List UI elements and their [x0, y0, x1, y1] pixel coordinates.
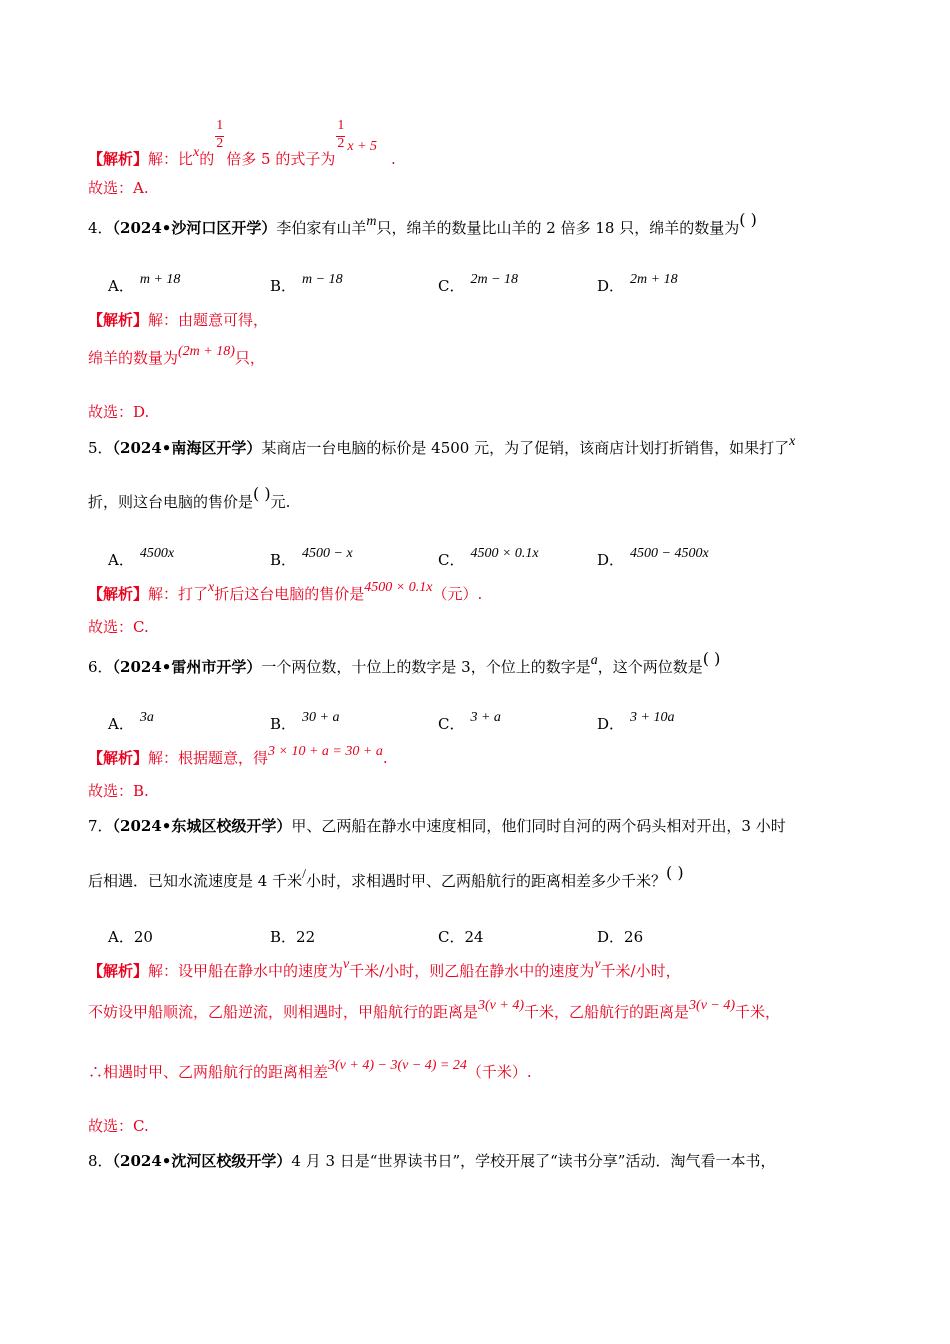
- option-label: D．: [597, 715, 625, 733]
- option-label: C．: [438, 551, 465, 569]
- math-var: x: [789, 434, 796, 449]
- question-source: （2024•沈河区校级开学）: [112, 1152, 292, 1170]
- option-label: A．: [108, 551, 134, 569]
- answer-blank: ( ): [702, 649, 721, 668]
- text: 的: [199, 150, 215, 168]
- math-expr: x + 5: [347, 139, 378, 154]
- text: 解：根据题意，得: [148, 749, 269, 767]
- text: 千米/小时，则乙船在静水中的速度为: [349, 962, 595, 980]
- text: 不妨设甲船顺流，乙船逆流，则相遇时，甲船航行的距离是: [88, 1003, 479, 1021]
- q5-answer: 故选：C.: [88, 618, 149, 636]
- frac-den: 2: [216, 136, 224, 151]
- text: 折后这台电脑的售价是: [214, 585, 365, 603]
- option-label: C．: [438, 277, 465, 295]
- q7-solution-3: [88, 1058, 532, 1084]
- q6-option-c: [438, 710, 501, 736]
- q4-solution-2: [88, 344, 265, 370]
- text: 折，则这台电脑的售价是: [88, 493, 254, 511]
- answer-blank: ( ): [253, 484, 271, 503]
- text: 绵羊的数量为: [88, 349, 179, 367]
- fraction: [335, 118, 347, 164]
- q4-option-c: [438, 272, 519, 298]
- option-label: A．: [108, 715, 134, 733]
- question-source: （2024•沙河口区开学）: [112, 219, 277, 237]
- text: （千米）.: [466, 1063, 532, 1081]
- text: ，这个两位数是: [597, 658, 703, 676]
- q7-answer: 故选：C.: [88, 1117, 149, 1135]
- math-var: a: [590, 653, 598, 668]
- text: .: [382, 749, 388, 767]
- q5-option-a: [108, 546, 175, 572]
- math-expr: 4500 × 0.1x: [364, 580, 433, 595]
- math-var: m: [366, 214, 377, 229]
- q7-option-d: D．26: [597, 928, 644, 946]
- option-expr: 2m − 18: [470, 272, 519, 287]
- option-label: D．: [597, 551, 625, 569]
- q6-option-b: [270, 710, 340, 736]
- math-expr: 3(v − 4): [689, 998, 736, 1013]
- option-label: D．: [597, 277, 625, 295]
- question-source: （2024•雷州市开学）: [112, 658, 262, 676]
- analysis-label: 【解析】: [88, 311, 149, 329]
- frac-num: 1: [337, 118, 345, 133]
- analysis-label: 【解析】: [88, 962, 149, 980]
- text: 解：设甲船在静水中的速度为: [148, 962, 344, 980]
- q7-option-c: C．24: [438, 928, 484, 946]
- option-expr: 3 + 10a: [630, 710, 675, 725]
- text: 元.: [270, 493, 291, 511]
- q4-answer: 故选：D.: [88, 403, 150, 421]
- q7-solution-2: [88, 998, 781, 1024]
- q8-stem: [88, 1151, 775, 1171]
- math-expr: 3(v + 4): [478, 998, 525, 1013]
- text: 解：由题意可得，: [148, 311, 269, 329]
- question-number: 5．: [88, 439, 113, 457]
- option-label: B．: [270, 551, 297, 569]
- q4-option-d: [597, 272, 678, 298]
- option-expr: 2m + 18: [630, 272, 678, 287]
- math-expr: 3 × 10 + a = 30 + a: [268, 744, 383, 759]
- question-number: 4．: [88, 219, 113, 237]
- question-number: 8．: [88, 1152, 113, 1170]
- q6-option-a: [108, 710, 154, 736]
- question-number: 6．: [88, 658, 113, 676]
- text: 4 月 3 日是“世界读书日”，学校开展了“读书分享”活动．淘气看一本书，: [291, 1152, 776, 1170]
- text: 千米，: [735, 1003, 781, 1021]
- q5-solution: [88, 580, 483, 606]
- text: 后相遇．已知水流速度是 4 千米: [88, 872, 303, 890]
- q3-solution: [88, 118, 396, 171]
- q6-option-d: [597, 710, 675, 736]
- q4-option-a: [108, 272, 181, 298]
- math-var: x: [193, 145, 200, 160]
- option-expr: m + 18: [139, 272, 181, 287]
- q5-option-c: [438, 546, 539, 572]
- question-source: （2024•南海区开学）: [112, 439, 262, 457]
- option-expr: 4500 − 4500x: [630, 546, 709, 561]
- option-expr: 4500 × 0.1x: [470, 546, 539, 561]
- option-expr: 4500x: [139, 546, 175, 561]
- text: 某商店一台电脑的标价是 4500 元，为了促销，该商店计划打折销售，如果打了: [261, 439, 790, 457]
- text: 千米，乙船航行的距离是: [524, 1003, 690, 1021]
- math-slash: /: [302, 867, 306, 882]
- fraction: [214, 118, 226, 164]
- frac-den: 2: [337, 136, 345, 151]
- analysis-label: 【解析】: [88, 150, 149, 168]
- option-label: C．: [438, 715, 465, 733]
- math-var: v: [594, 957, 601, 972]
- q4-solution-1: [88, 310, 268, 330]
- option-expr: 3a: [139, 710, 154, 725]
- q7-option-b: B．22: [270, 928, 316, 946]
- q4-stem: [88, 210, 757, 240]
- math-var: x: [208, 580, 215, 595]
- q6-answer: 故选：B.: [88, 782, 149, 800]
- text: 甲、乙两船在静水中速度相同，他们同时自河的两个码头相对开出，3 小时: [291, 817, 786, 835]
- answer-blank: ( ): [739, 210, 757, 229]
- text: 只，绵羊的数量比山羊的 2 倍多 18 只，绵羊的数量为: [376, 219, 740, 237]
- math-expr: (2m + 18): [178, 344, 235, 359]
- text: 千米/小时，: [600, 962, 681, 980]
- option-expr: 30 + a: [302, 710, 340, 725]
- text: 李伯家有山羊: [276, 219, 367, 237]
- q7-stem-1: [88, 816, 786, 836]
- text: 解：比: [148, 150, 194, 168]
- q6-solution: [88, 744, 388, 770]
- option-expr: 3 + a: [470, 710, 501, 725]
- text: ∴相遇时甲、乙两船航行的距离相差: [88, 1063, 329, 1081]
- question-source: （2024•东城区校级开学）: [112, 817, 292, 835]
- text: 倍多 5 的式子为: [226, 150, 336, 168]
- q5-stem-1: [88, 434, 796, 460]
- option-label: A．: [108, 277, 134, 295]
- q6-stem: [88, 649, 721, 679]
- math-expr: 3(v + 4) − 3(v − 4) = 24: [328, 1058, 467, 1073]
- text: 一个两位数，十位上的数字是 3，个位上的数字是: [261, 658, 591, 676]
- text: （元）.: [432, 585, 483, 603]
- q4-option-b: [270, 272, 343, 298]
- answer-blank: ( ): [666, 863, 684, 882]
- option-expr: 4500 − x: [302, 546, 353, 561]
- frac-num: 1: [216, 118, 224, 133]
- text: 解：打了: [148, 585, 209, 603]
- text: .: [391, 150, 396, 168]
- q5-stem-2: [88, 484, 291, 512]
- text: 只，: [234, 349, 265, 367]
- option-label: B．: [270, 277, 297, 295]
- q5-option-d: [597, 546, 709, 572]
- q7-solution-1: [88, 957, 681, 983]
- text: 小时，求相遇时甲、乙两船航行的距离相差多少千米？: [305, 872, 666, 890]
- q3-answer: 故选：A.: [88, 179, 149, 197]
- option-label: B．: [270, 715, 297, 733]
- math-var: v: [343, 957, 350, 972]
- option-expr: m − 18: [302, 272, 343, 287]
- question-number: 7．: [88, 817, 113, 835]
- q7-stem-2: [88, 863, 684, 893]
- analysis-label: 【解析】: [88, 585, 149, 603]
- q7-option-a: A．20: [108, 928, 153, 946]
- q5-option-b: [270, 546, 353, 572]
- analysis-label: 【解析】: [88, 749, 149, 767]
